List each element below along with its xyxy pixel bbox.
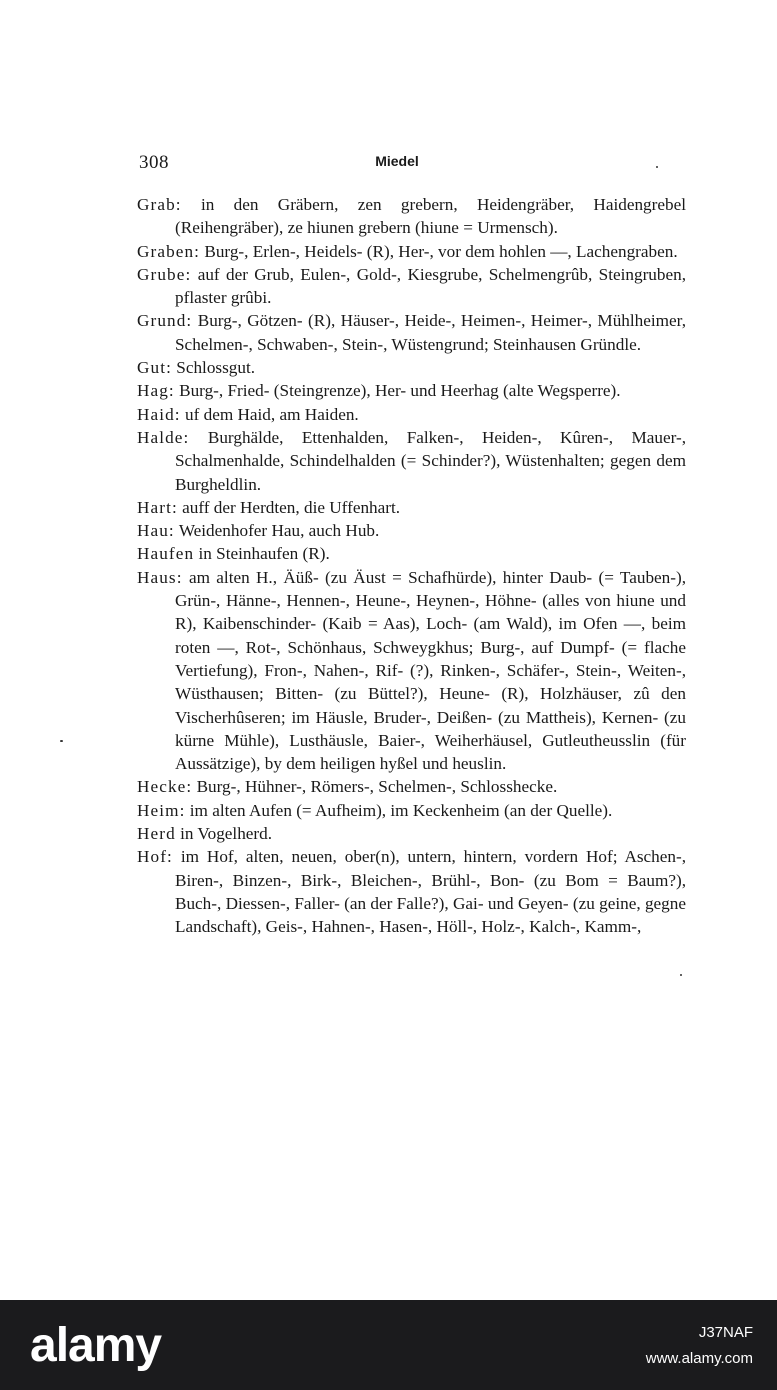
entry-headword: Hart: [137, 497, 178, 517]
page-title: Miedel [375, 153, 419, 169]
entry-headword: Halde: [137, 427, 190, 447]
entry-headword: Grund: [137, 311, 193, 331]
entry-text: Burg-, Hühner-, Römers-, Schelmen-, Schlosshecke. [196, 777, 558, 797]
entry-text: uf dem Haid, am Haiden. [184, 404, 359, 424]
entry-text: im Hof, alten, neuen, ober(n), untern, hintern, vordern Hof; Aschen-, Biren-, Binzen-, Birk-, Bleichen-, Brühl-, Bon- (zu Bom = Baum?), Buch-, Diessen-, Faller- (an der Falle?), Gai- und Geyen- (zu geine, gegne Landschaft), Geis-, Hahnen-, Hasen-, Höll-, Holz-, Kalch-, Kamm-, [175, 847, 687, 937]
entry-headword: Grab: [137, 195, 182, 214]
dictionary-entry [137, 426, 686, 496]
entry-headword: Hau: [137, 521, 175, 541]
entry-text: Burg-, Götzen- (R), Häuser-, Heide-, Heimen-, Heimer-, Mühlheimer, Schelmen-, Schwaben-, Stein-, Wüstengrund; Steinhausen Gründle. [175, 311, 687, 354]
watermark-footer [0, 1300, 777, 1390]
entry-text: in Steinhaufen (R). [198, 544, 330, 564]
running-head [137, 152, 697, 176]
dictionary-entry [137, 799, 686, 822]
entry-text: in Vogelherd. [180, 824, 273, 844]
entry-text: Burghälde, Ettenhalden, Falken-, Heiden-, Kûren-, Mauer-, Schalmenhalde, Schindelhalden (= Schinder?), Wüstenhalten; gegen dem Burgheldlin. [175, 427, 687, 494]
scan-speck [680, 974, 682, 976]
entry-text: Burg-, Erlen-, Heidels- (R), Her-, vor dem hohlen —, Lachengraben. [204, 241, 678, 261]
entry-headword: Haus: [137, 567, 183, 587]
entry-headword: Heim: [137, 800, 186, 820]
entry-headword: Herd [137, 824, 176, 844]
dictionary-entry [137, 403, 686, 426]
entry-text: auff der Herdten, die Uffenhart. [182, 497, 401, 517]
scan-speck [656, 166, 658, 168]
page-number: 308 [139, 152, 169, 173]
entry-headword: Graben: [137, 241, 201, 261]
dictionary-entry [137, 519, 686, 542]
dictionary-entry [137, 309, 686, 356]
dictionary-entry [137, 542, 686, 565]
stock-url: www.alamy.com [645, 1350, 753, 1367]
entry-headword: Hecke: [137, 777, 193, 797]
brand-logo: alamy [30, 1319, 162, 1372]
entry-text: Weidenhofer Hau, auch Hub. [178, 521, 380, 541]
dictionary-entry [137, 356, 686, 379]
entry-headword: Gut: [137, 358, 172, 378]
dictionary-entry [137, 496, 686, 519]
dictionary-entry [137, 379, 686, 402]
dictionary-entry [137, 845, 686, 938]
dictionary-entry [137, 263, 686, 310]
scan-speck [60, 740, 63, 742]
entry-headword: Haid: [137, 404, 181, 424]
entry-text: im alten Aufen (= Aufheim), im Keckenheim (an der Quelle). [189, 800, 613, 820]
stock-image-id: J37NAF [698, 1324, 753, 1341]
entry-text: Burg-, Fried- (Steingrenze), Her- und Heerhag (alte Wegsperre). [179, 381, 621, 401]
entry-text: auf der Grub, Eulen-, Gold-, Kiesgrube, Schelmengrûb, Steingruben, pflaster grûbi. [175, 264, 687, 308]
dictionary-entries [137, 193, 686, 939]
dictionary-entry [137, 775, 686, 798]
entry-text: in den Gräbern, zen grebern, Heidengräber, Haidengrebel (Reihengräber), ze hiunen grebern (hiune = Urmensch). [175, 195, 686, 238]
dictionary-entry [137, 240, 686, 263]
entry-text: Schlossgut. [176, 358, 256, 378]
dictionary-entry [137, 193, 686, 240]
entry-headword: Hag: [137, 381, 175, 401]
entry-text: am alten H., Äüß- (zu Äust = Schafhürde), hinter Daub- (= Tauben-), Grün-, Hänne-, Hennen-, Heune-, Heynen-, Höhne- (alles von hiune und R), Kaibenschinder- (Kaib = Aas), Loch- (am Wald), im Ofen —, beim roten —, Rot-, Schönhaus, Schweygkhus; Burg-, auf Dumpf- (= flache Vertiefung), Fron-, Nahen-, Rif- (?), Rinken-, Schäfer-, Stein-, Weiten-, Wüsthausen; Bitten- (zu Büttel?), Heune- (R), Holzhäuser, zû den Vischerhûseren; im Häusle, Bruder-, Deißen- (zu Mattheis), Kernen- (zu kürne Mühle), Lusthäusle, Baier-, Weiherhäusel, Gutleutheusslin (für Aussätzige), by dem heiligen hyßel und heuslin. [175, 567, 687, 774]
entry-headword: Haufen [137, 544, 195, 564]
entry-headword: Hof: [137, 847, 173, 867]
entry-headword: Grube: [137, 264, 192, 284]
dictionary-entry [137, 822, 686, 845]
dictionary-entry [137, 566, 686, 776]
